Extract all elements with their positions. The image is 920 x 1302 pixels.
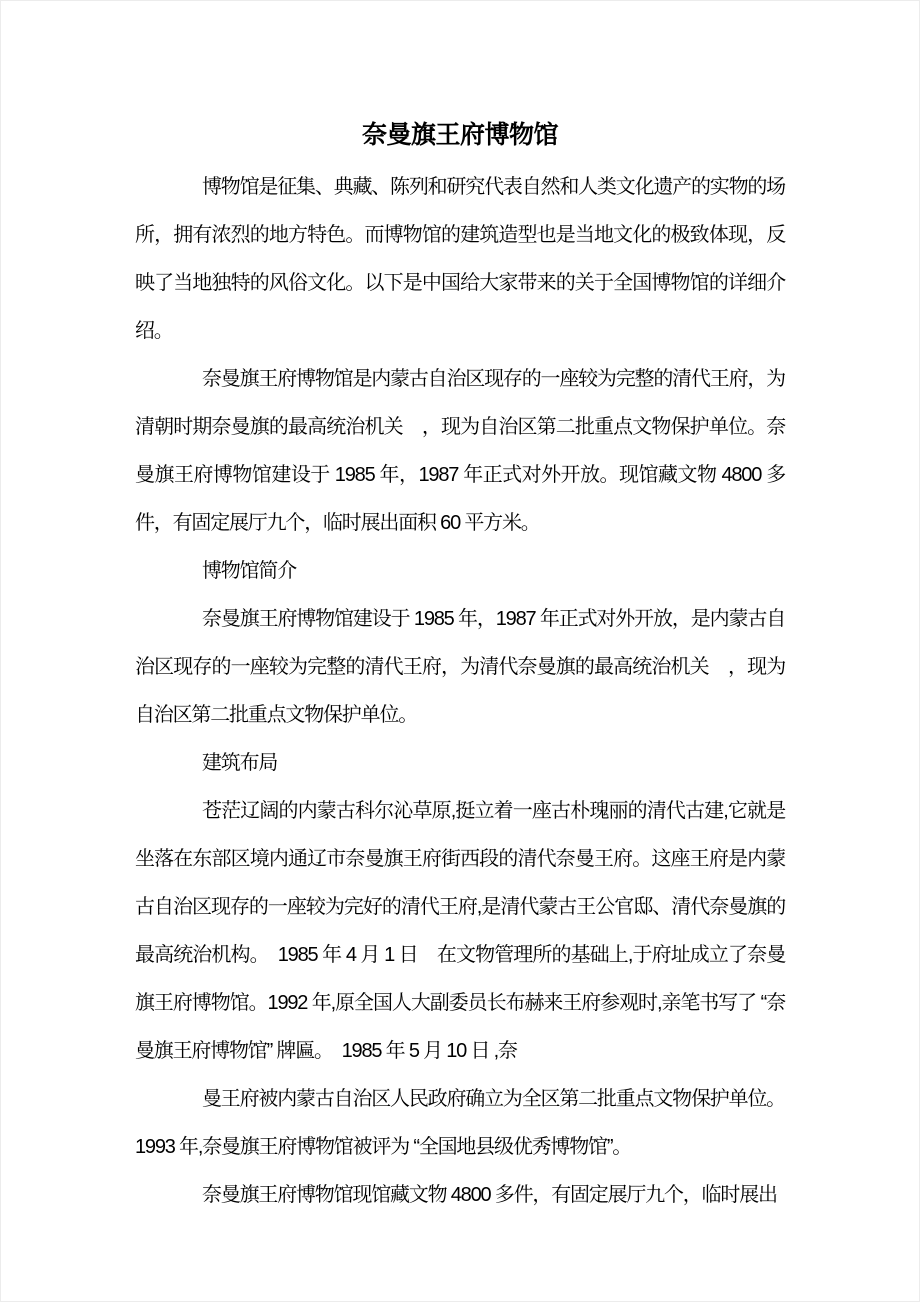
section-heading: 建筑布局 [202,752,278,774]
paragraph: 奈曼旗王府博物馆现馆藏文物 4800 多件，有固定展厅九个，临时展出 [202,1184,777,1206]
paragraph: 奈曼旗王府博物馆是内蒙古自治区现存的一座较为完整的清代王府，为清朝时期奈曼旗的最高统治机关 ，现为自治区第二批重点文物保护单位。奈曼旗王府博物馆建设于 1985 年，1987 年正式对外开放。现馆藏文物 4800 多件，有固定展厅九个，临时展出面积 60 平方米。 [135,368,785,534]
document-title: 奈曼旗王府博物馆 [361,121,558,149]
section-heading: 博物馆简介 [202,560,296,582]
paragraph: 苍茫辽阔的内蒙古科尔沁草原,挺立着一座古朴瑰丽的清代古建,它就是坐落在东部区境内通辽市奈曼旗王府街西段的清代奈曼王府。这座王府是内蒙古自治区现存的一座较为完好的清代王府,是清代蒙古王公官邸、清代奈曼旗的最高统治机构。 1985 年 4 月 1 日 在文物管理所的基础上,于府址成立了奈曼旗王府博物馆。1992 年,原全国人大副委员长布赫来王府参观时,亲笔书写了 “奈曼旗王府博物馆” 牌匾。 1985 年 5 月 10 日 ,奈 [135,800,785,1062]
paragraph: 奈曼旗王府博物馆建设于 1985 年，1987 年正式对外开放，是内蒙古自治区现存的一座较为完整的清代王府，为清代奈曼旗的最高统治机关 ，现为自治区第二批重点文物保护单位。 [135,608,785,726]
paragraph: 曼王府被内蒙古自治区人民政府确立为全区第二批重点文物保护单位。1993 年,奈曼旗王府博物馆被评为 “全国地县级优秀博物馆”。 [135,1088,785,1158]
paragraph: 博物馆是征集、典藏、陈列和研究代表自然和人类文化遗产的实物的场所，拥有浓烈的地方特色。而博物馆的建筑造型也是当地文化的极致体现，反映了当地独特的风俗文化。以下是中国给大家带来的关于全国博物馆的详细介绍。 [135,176,785,342]
paragraph-list [135,163,785,1219]
document-content [135,0,785,1219]
